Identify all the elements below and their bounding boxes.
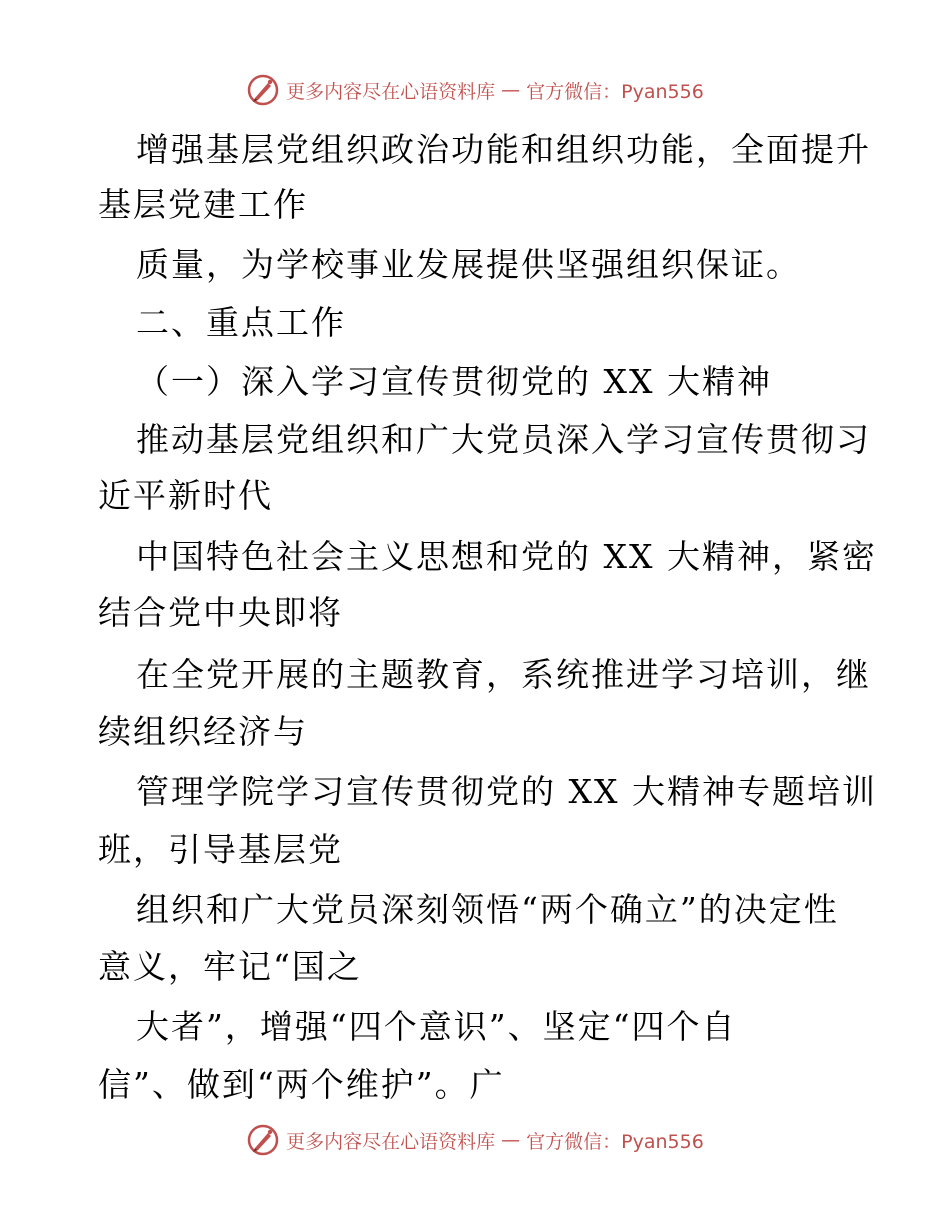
text-line-10: 在全党开展的主题教育，系统推进学习培训，继	[136, 655, 871, 694]
watermark-brand-text: 更多内容尽在心语资料库	[286, 1130, 496, 1153]
text-line-6: 推动基层党组织和广大党员深入学习宣传贯彻习	[136, 420, 871, 459]
footer-watermark	[0, 1120, 950, 1160]
text-line-12: 管理学院学习宣传贯彻党的 XX 大精神专题培训	[136, 772, 877, 811]
subsection-heading: （一）深入学习宣传贯彻党的 XX 大精神	[136, 362, 772, 401]
red-pen-logo-icon	[246, 1123, 280, 1157]
text-line-14: 组织和广大党员深刻领悟“两个确立”的决定性	[136, 890, 839, 929]
watermark-contact-text: 官方微信：Pyan556	[526, 80, 704, 103]
text-line-8: 中国特色社会主义思想和党的 XX 大精神，紧密	[136, 537, 877, 576]
text-line-15: 意义，牢记“国之	[98, 947, 362, 986]
text-line-1: 增强基层党组织政治功能和组织功能，全面提升	[136, 130, 871, 169]
text-line-16: 大者”，增强“四个意识”、坚定“四个自	[136, 1007, 737, 1046]
header-watermark	[0, 70, 950, 110]
text-line-9: 结合党中央即将	[98, 593, 343, 632]
text-line-17: 信”、做到“两个维护”。广	[98, 1065, 505, 1104]
watermark-separator: —	[501, 79, 521, 101]
text-line-7: 近平新时代	[98, 476, 273, 515]
text-line-3: 质量，为学校事业发展提供坚强组织保证。	[136, 245, 801, 284]
text-line-2: 基层党建工作	[98, 185, 308, 224]
watermark-brand-text: 更多内容尽在心语资料库	[286, 80, 496, 103]
section-heading: 二、重点工作	[136, 303, 346, 342]
text-line-13: 班，引导基层党	[98, 830, 343, 869]
red-pen-logo-icon	[246, 73, 280, 107]
watermark-separator: —	[501, 1129, 521, 1151]
watermark-contact-text: 官方微信：Pyan556	[526, 1130, 704, 1153]
text-line-11: 续组织经济与	[98, 712, 308, 751]
